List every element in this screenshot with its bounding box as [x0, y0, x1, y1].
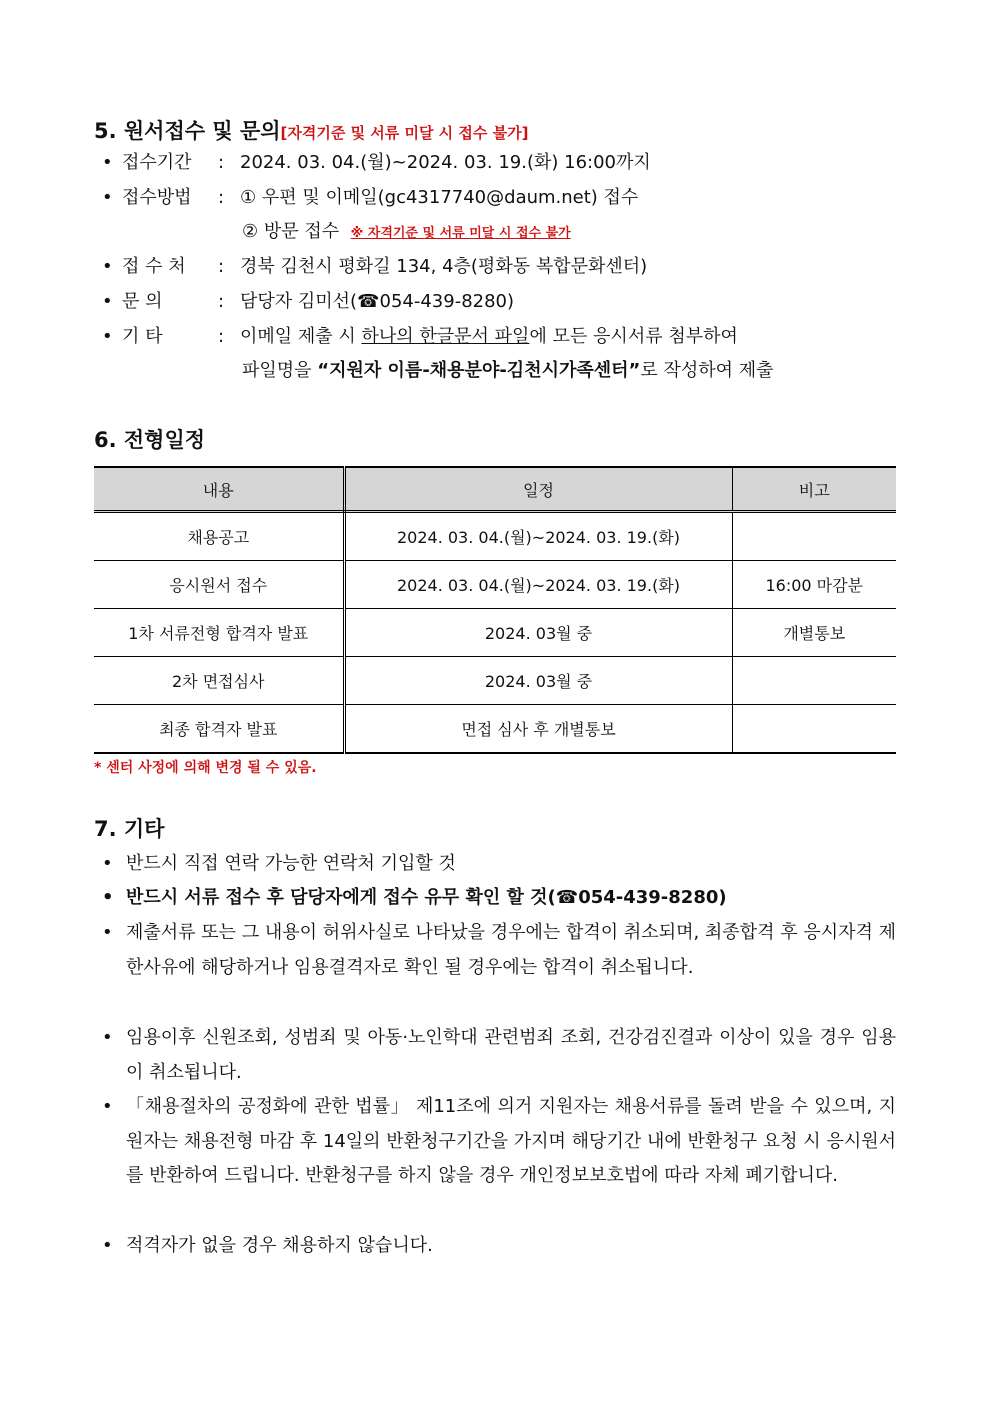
period-row — [102, 150, 651, 176]
colon: : — [218, 291, 225, 312]
method-line1: ① 우편 및 이메일(gc4317740@daum.net) 접수 — [240, 187, 639, 208]
table-row — [94, 609, 896, 657]
cell-content: 2차 면접심사 — [94, 657, 344, 705]
bullet-icon: • — [102, 326, 113, 347]
section-6-title: 6. 전형일정 — [94, 428, 206, 452]
cell-remark — [732, 705, 896, 754]
bullet-icon: • — [102, 291, 113, 312]
section-5-title: 5. 원서접수 및 문의 — [94, 119, 281, 143]
schedule-note: * 센터 사정에 의해 변경 될 수 있음. — [94, 760, 317, 776]
bullet-icon: • — [102, 187, 113, 208]
bullet-icon: • — [102, 887, 114, 908]
cell-schedule: 2024. 03월 중 — [344, 657, 732, 705]
period-value: 2024. 03. 04.(월)~2024. 03. 19.(화) 16:00까지 — [240, 152, 651, 173]
colon: : — [218, 187, 225, 208]
table-row — [94, 657, 896, 705]
bullet-icon: • — [102, 152, 113, 173]
cell-schedule: 2024. 03. 04.(월)~2024. 03. 19.(화) — [344, 512, 732, 561]
place-value: 경북 김천시 평화길 134, 4층(평화동 복합문화센터) — [240, 256, 648, 277]
header-content: 내용 — [94, 467, 344, 512]
colon: : — [218, 326, 225, 347]
section-7-title: 7. 기타 — [94, 817, 165, 841]
schedule-table — [94, 466, 896, 754]
list-item-text: 적격자가 없을 경우 채용하지 않습니다. — [126, 1235, 433, 1256]
etc-line1-post: 에 모든 응시서류 첨부하여 — [529, 326, 738, 347]
etc-line1-pre: 이메일 제출 시 — [240, 326, 362, 347]
cell-schedule: 2024. 03월 중 — [344, 609, 732, 657]
method-label: 접수방법 — [122, 187, 192, 208]
list-item-text: 반드시 직접 연락 가능한 연락처 기입할 것 — [126, 853, 456, 874]
table-header-row — [94, 467, 896, 512]
header-remark: 비고 — [732, 467, 896, 512]
list-item — [102, 1229, 896, 1264]
method-line2: ② 방문 접수 — [242, 221, 340, 242]
cell-remark: 16:00 마감분 — [732, 561, 896, 609]
cell-content: 응시원서 접수 — [94, 561, 344, 609]
bullet-icon: • — [102, 922, 113, 943]
list-item-text: 반드시 서류 접수 후 담당자에게 접수 유무 확인 할 것(☎054-439-8280) — [126, 887, 727, 908]
section-5-heading — [94, 117, 528, 147]
method-line2-note: ※ 자격기준 및 서류 미달 시 접수 불가 — [350, 226, 571, 241]
etc-line2-pre: 파일명을 — [242, 360, 318, 381]
etc-line2-post: 로 작성하여 제출 — [640, 360, 774, 381]
cell-schedule: 2024. 03. 04.(월)~2024. 03. 19.(화) — [344, 561, 732, 609]
list-item-text: 「채용절차의 공정화에 관한 법률」 제11조에 의거 지원자는 채용서류를 돌려 받을 수 있으며, 지원자는 채용전형 마감 후 14일의 반환청구기간을 가지며 해당기간 내에 반환청구 요청 시 응시원서를 반환하여 드립니다. 반환청구를 하지 않을 경우 개인정보보호법에 따라 자체 폐기합니다. — [126, 1096, 897, 1186]
bullet-icon: • — [102, 1027, 113, 1048]
list-item-text: 임용이후 신원조회, 성범죄 및 아동·노인학대 관련범죄 조회, 건강검진결과 이상이 있을 경우 임용이 취소됩니다. — [126, 1027, 896, 1083]
bullet-icon: • — [102, 1235, 113, 1256]
list-item — [102, 916, 896, 985]
cell-remark — [732, 512, 896, 561]
contact-label: 문 의 — [122, 291, 163, 312]
table-row — [94, 512, 896, 561]
list-item — [102, 1090, 896, 1194]
cell-remark — [732, 657, 896, 705]
bullet-icon: • — [102, 256, 113, 277]
colon: : — [218, 256, 225, 277]
period-label: 접수기간 — [122, 152, 192, 173]
place-label: 접 수 처 — [122, 256, 186, 277]
list-item — [102, 847, 896, 882]
list-item-text: 제출서류 또는 그 내용이 허위사실로 나타났을 경우에는 합격이 취소되며, 최종합격 후 응시자격 제한사유에 해당하거나 임용결격자로 확인 될 경우에는 합격이 취소됩니다. — [126, 922, 896, 978]
bullet-icon: • — [102, 853, 113, 874]
bullet-icon: • — [102, 1096, 113, 1117]
list-item — [102, 881, 896, 916]
cell-schedule: 면접 심사 후 개별통보 — [344, 705, 732, 754]
cell-remark: 개별통보 — [732, 609, 896, 657]
cell-content: 최종 합격자 발표 — [94, 705, 344, 754]
table-row — [94, 705, 896, 754]
etc-label: 기 타 — [122, 326, 163, 347]
header-schedule: 일정 — [344, 467, 732, 512]
cell-content: 채용공고 — [94, 512, 344, 561]
etc-line1-underlined: 하나의 한글문서 파일 — [361, 326, 530, 347]
section-5-title-note: [자격기준 및 서류 미달 시 접수 불가] — [280, 124, 529, 142]
etc-line2-row — [242, 358, 774, 384]
colon: : — [218, 152, 225, 173]
cell-content: 1차 서류전형 합격자 발표 — [94, 609, 344, 657]
place-row — [102, 254, 647, 280]
list-item — [102, 1021, 896, 1090]
contact-value: 담당자 김미선(☎054-439-8280) — [240, 291, 515, 312]
etc-row — [102, 324, 738, 350]
table-row — [94, 561, 896, 609]
etc-line2-bold: “지원자 이름-채용분야-김천시가족센터” — [317, 360, 641, 381]
method-line2-row — [242, 219, 571, 247]
contact-row — [102, 289, 514, 315]
method-row — [102, 185, 638, 211]
